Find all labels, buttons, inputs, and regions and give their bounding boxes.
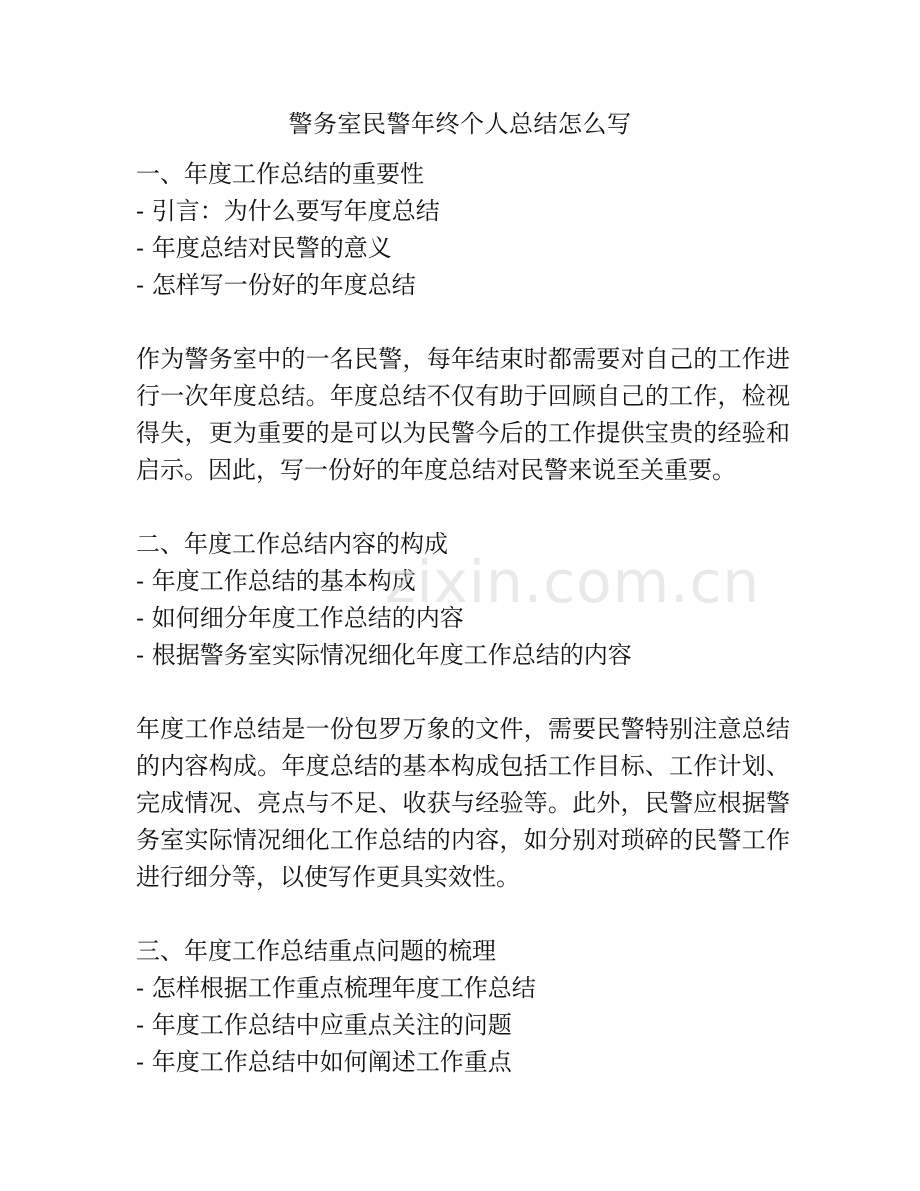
section-2-heading: 二、年度工作总结内容的构成 (136, 530, 448, 558)
spacer (136, 896, 790, 933)
page-title: 警务室民警年终个人总结怎么写 (288, 110, 632, 138)
watermark: zixin.com.cn (385, 548, 761, 616)
section-3-heading: 三、年度工作总结重点问题的梳理 (136, 937, 496, 965)
document-body (136, 156, 790, 1081)
section-3-bullet: - 年度工作总结中如何阐述工作重点 (136, 1048, 512, 1076)
section-1-heading: 一、年度工作总结的重要性 (136, 160, 424, 188)
section-3-bullet: - 怎样根据工作重点梳理年度工作总结 (136, 974, 536, 1002)
section-2-paragraph: 年度工作总结是一份包罗万象的文件，需要民警特别注意总结的内容构成。年度总结的基本构成包括工作目标、工作计划、完成情况、亮点与不足、收获与经验等。此外，民警应根据警务室实际情况细化工作总结的内容，如分别对琐碎的民警工作进行细分等，以使写作更具实效性。 (136, 715, 790, 891)
section-1-paragraph: 作为警务室中的一名民警，每年结束时都需要对自己的工作进行一次年度总结。年度总结不仅有助于回顾自己的工作，检视得失，更为重要的是可以为民警今后的工作提供宝贵的经验和启示。因此，写一份好的年度总结对民警来说至关重要。 (136, 345, 790, 484)
section-2-bullet: - 根据警务室实际情况细化年度工作总结的内容 (136, 641, 632, 669)
section-1-bullet: - 怎样写一份好的年度总结 (136, 271, 416, 299)
spacer (136, 489, 790, 526)
spacer (136, 304, 790, 341)
section-2-bullet: - 年度工作总结的基本构成 (136, 567, 416, 595)
spacer (136, 674, 790, 711)
section-1-bullet: - 引言：为什么要写年度总结 (136, 197, 440, 225)
section-2-bullet: - 如何细分年度工作总结的内容 (136, 604, 464, 632)
section-3-bullet: - 年度工作总结中应重点关注的问题 (136, 1011, 512, 1039)
section-1-bullet: - 年度总结对民警的意义 (136, 234, 392, 262)
